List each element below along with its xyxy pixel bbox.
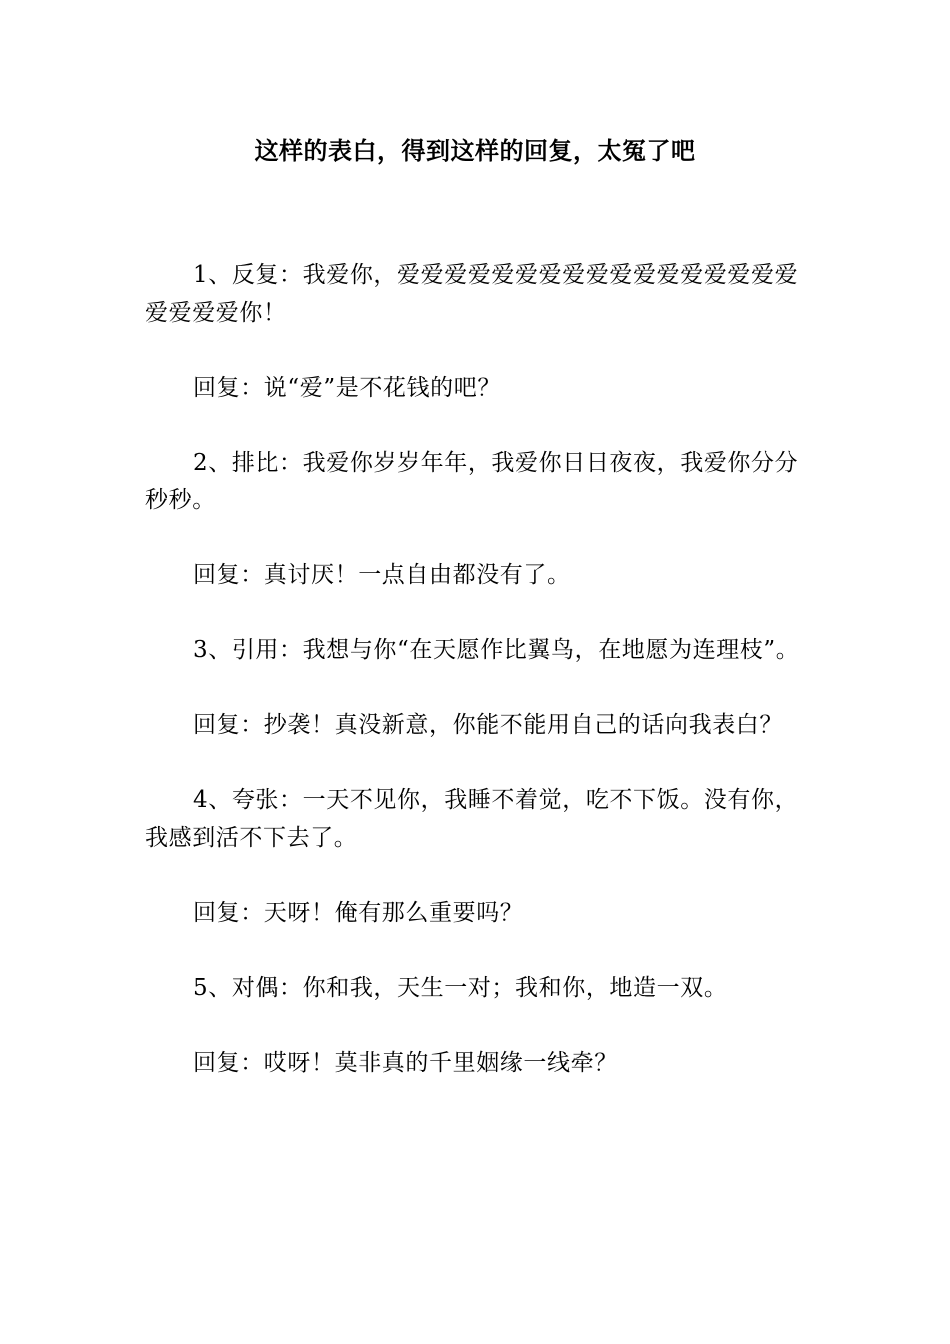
document-body <box>145 257 815 1120</box>
paragraph-2-reply: 回复：真讨厌！一点自由都没有了。 <box>193 562 571 588</box>
paragraph-5-statement: 5、对偶：你和我，天生一对；我和你，地造一双。 <box>193 974 728 1001</box>
paragraph-4-reply: 回复：天呀！俺有那么重要吗？ <box>193 899 524 926</box>
paragraph-3-reply: 回复：抄袭！真没新意，你能不能用自己的话向我表白？ <box>193 712 783 738</box>
paragraph-5-reply: 回复：哎呀！莫非真的千里姻缘一线牵？ <box>193 1049 618 1076</box>
paragraph-1-reply: 回复：说“爱”是不花钱的吧？ <box>193 374 501 401</box>
paragraph-2-statement: 2、排比：我爱你岁岁年年，我爱你日日夜夜，我爱你分分秒秒。 <box>145 449 799 513</box>
paragraph-3-statement: 3、引用：我想与你“在天愿作比翼鸟，在地愿为连理枝”。 <box>193 637 800 663</box>
paragraph-1-statement: 1、反复：我爱你，爱爱爱爱爱爱爱爱爱爱爱爱爱爱爱爱爱爱爱爱爱你！ <box>145 262 799 326</box>
document-title: 这样的表白，得到这样的回复，太冤了吧 <box>254 137 696 165</box>
paragraph-4-statement: 4、夸张：一天不见你，我睡不着觉，吃不下饭。没有你，我感到活不下去了。 <box>145 787 799 851</box>
